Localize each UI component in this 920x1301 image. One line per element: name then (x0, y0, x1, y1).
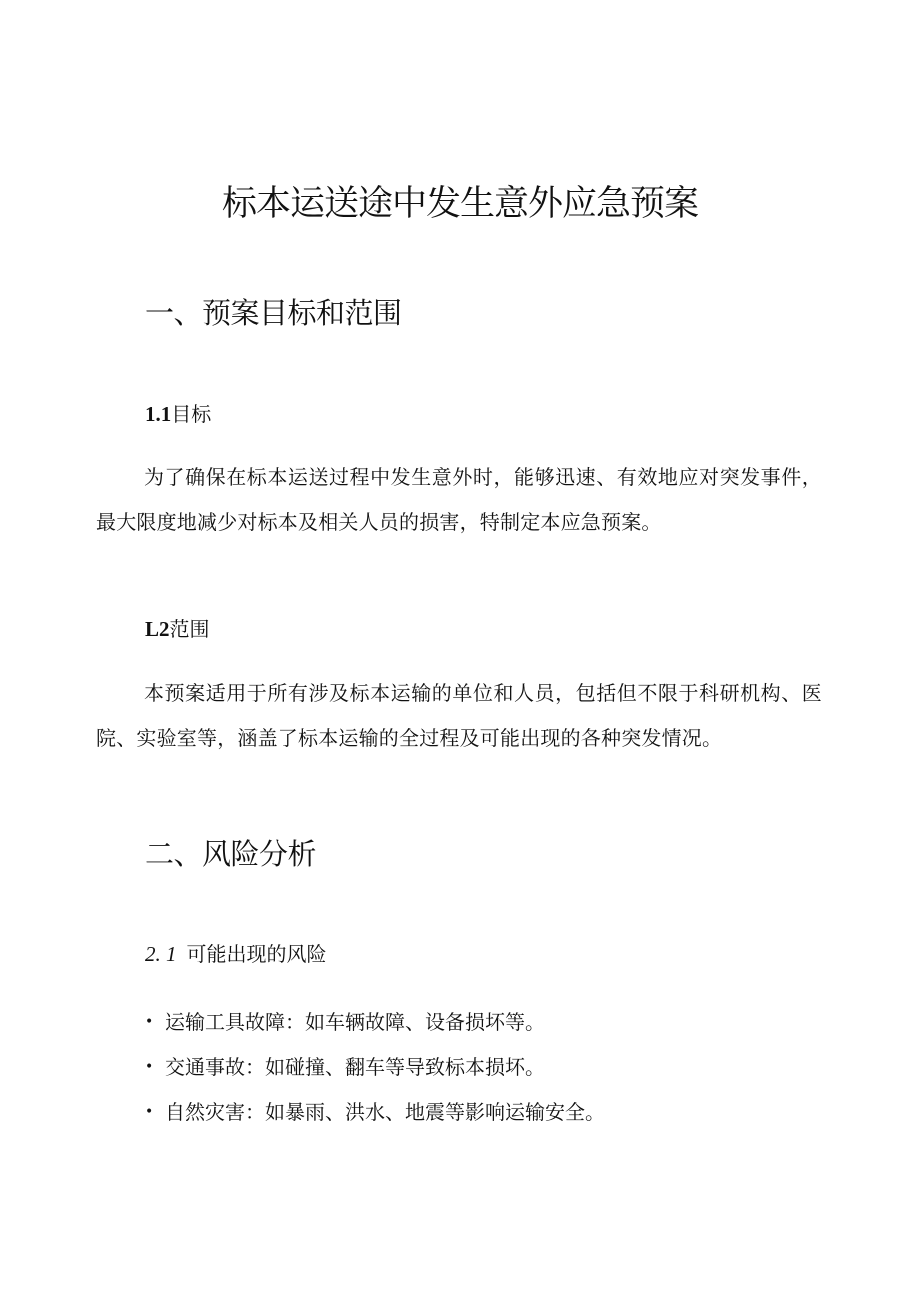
scope-paragraph: 本预案适用于所有涉及标本运输的单位和人员，包括但不限于科研机构、医院、实验室等，涵盖了标本运输的全过程及可能出现的各种突发情况。 (96, 681, 822, 750)
bullet-icon: • (145, 1104, 154, 1120)
bullet-icon: • (145, 1014, 154, 1030)
document-title: 标本运送途中发生意外应急预案 (221, 184, 698, 224)
subsection-number: L2 (145, 617, 170, 641)
subsection-heading-goal (145, 398, 211, 427)
subsection-label: 目标 (171, 402, 212, 426)
list-item-text: 交通事故：如碰撞、翻车等导致标本损坏。 (165, 1055, 545, 1079)
subsection-label: 可能出现的风险 (186, 942, 327, 966)
list-item (145, 1000, 605, 1045)
list-item (145, 1045, 605, 1090)
list-item (145, 1090, 605, 1135)
subsection-number: 2. 1 (145, 942, 177, 966)
list-item-text: 运输工具故障：如车辆故障、设备损坏等。 (165, 1010, 545, 1034)
subsection-heading-risks (145, 938, 327, 967)
subsection-label: 范围 (169, 617, 210, 641)
list-item-text: 自然灾害：如暴雨、洪水、地震等影响运输安全。 (165, 1100, 605, 1124)
section-heading-goals-scope: 一、预案目标和范围 (145, 296, 402, 330)
subsection-number: 1.1 (145, 402, 172, 426)
subsection-heading-scope (145, 613, 210, 642)
bullet-icon: • (145, 1059, 154, 1075)
section-heading-risk-analysis: 二、风险分析 (145, 837, 317, 871)
goal-paragraph: 为了确保在标本运送过程中发生意外时，能够迅速、有效地应对突发事件，最大限度地减少对标本及相关人员的损害，特制定本应急预案。 (96, 465, 822, 534)
risk-list (145, 1000, 605, 1135)
